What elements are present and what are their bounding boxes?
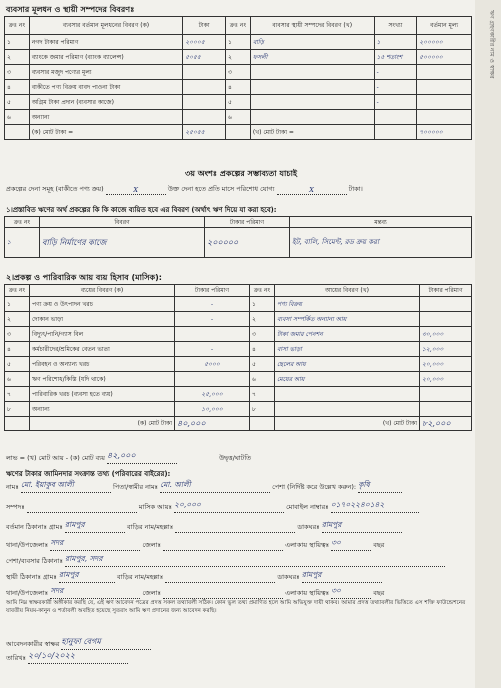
total-expense: ৪০,০০০	[175, 417, 250, 431]
table-row: ৫ পরিবহন ও অন্যান্য খরচ ৫০০০ ৫ ছেলের আয় ২০,০০০	[5, 357, 472, 372]
col-asset-qty: সংখ্যা	[374, 17, 417, 35]
table-row: ৭ পারিবারিক খরচ (ব্যবসা হতে ব্যয়) ২৫,০০০ ৭	[5, 387, 472, 402]
col-asset-val: বর্তমান মূল্য	[417, 17, 472, 35]
table-row: ২ দোকান ভাড়া - ২ ব্যবসা সম্পর্কিত অন্যান্য আয়	[5, 312, 472, 327]
guarantor-work-address-line: পেশা/ব্যবসার ঠিকানাঃ রামপুর, সদর	[6, 554, 445, 567]
liabilities-line: প্রকল্পের দেনা সমূহ (বাকীতে পণ্য ক্রয়) X উক্ত দেনা হতে প্রতি মাসে পরিশোধ যোগ্য X টাকা।	[6, 185, 363, 194]
section2-title: ২।প্রকল্প ও পারিবারিক আয় ব্যয় হিসাব (মাসিক):	[6, 273, 162, 282]
table-row: ৩ ব্যবসার মজুদ পণ্যের মূল্য ৩ -	[5, 65, 472, 80]
table-row: ৬ ঋণ পরিশোধ/কিস্তি (যদি থাকে) ৬ মেয়ের আয় ২০,০০০	[5, 372, 472, 387]
totals-row: (ক) মোট টাকা = ২৫০৫৫ (খ) মোট টাকা = ৭০০০০০	[5, 125, 472, 140]
guarantor-asset-line: সম্পদঃ মাসিক আয়ঃ ২০,০০০ মোবাইল নাম্বারঃ ০১৭০২২৪০১৪২	[6, 500, 419, 513]
col-capital-desc: ব্যবসার বর্তমান মূলধনের বিবরণ (ক)	[29, 17, 182, 35]
total-capital: ২৫০৫৫	[183, 125, 226, 140]
liabilities-value[interactable]: X	[106, 186, 166, 195]
present-po[interactable]: রামপুর	[322, 520, 402, 533]
present-house[interactable]	[175, 532, 295, 533]
col-capital-amt: টাকা	[183, 17, 226, 35]
purpose-title: ১।প্রস্তাবিত ঋণের অর্থ প্রকল্পের কি কি কাজে ব্যয়িত হবে এর বিবরণ (অর্থাৎ ঋণ দিয়ে যা করা হবে):	[6, 206, 277, 214]
side-strip-text: ঋণ গ্রহণকারীর নাম ও স্বাক্ষর	[488, 10, 495, 79]
perm-village[interactable]: রামপুর	[59, 570, 115, 583]
table-row: ১ পণ্য ক্রয় ও উৎপাদন খরচ - ১ পণ্য বিক্রয়	[5, 297, 472, 312]
table-row: ১ বাড়ি নির্মাণের কাজে ২০০০০০ ইট, বালি, সিমেন্ট, রড ক্রয় করা	[5, 228, 472, 258]
perm-house[interactable]	[165, 582, 275, 583]
capital-table	[4, 16, 472, 140]
application-date[interactable]: ২০/১০/২০২২	[28, 650, 128, 664]
guarantor-occupation[interactable]: কৃষি	[358, 480, 402, 493]
table-row: ৬ অন্যান্য ৬	[5, 110, 472, 125]
present-duration[interactable]: ৩০	[331, 538, 371, 551]
total-assets: ৭০০০০০	[417, 125, 472, 140]
section1-title: ব্যবসার মূলধন ও স্থায়ী সম্পদের বিবরণঃ	[6, 5, 135, 14]
col-asset-desc: ব্যবসার স্থায়ী সম্পদের বিবরণ (খ)	[250, 17, 374, 35]
work-address[interactable]: রামপুর, সদর	[65, 554, 445, 567]
declaration-text: আমি নিম্ন স্বাক্ষরকারী অঙ্গীকার করছি যে, এই ঋণ আবেদন পত্রের প্রদত্ত সকল তথ্যাবলী সঠিক। কোন ভুল তথ্য প্রমাণিত হলে আমি অভিযুক্ত দায়ী থাকব। আমার প্রদত্ত তথ্যাবলীর ভিত্তিতে এস শক্তি ফাউন্ডেশনের যাবতীয় নিয়ম-কানুন ও শর্তাবলী অবহিত হয়েছে সুতরাং আমি ঋণ প্রদানের জন্য আবেদন করছি।	[6, 600, 466, 614]
present-district[interactable]	[163, 550, 283, 551]
income-expense-table: ক্রঃ নং ব্যয়ের বিবরণ (ক) টাকার পরিমাণ ক্রঃ নং আয়ের বিবরণ (খ) টাকার পরিমাণ ১ পণ্য ক্রয় ও উৎপাদন খরচ - ১ পণ্য বিক্রয় ২ দোকান ভাড়া - ২ ব্যবসা সম্পর্কিত অন্যান্য আয় ৩ বিদ্যুৎ/পানি/গ্যাস বিল ৩ টাকা জমার পেনশন ৩০,০০০ ৪ কর্মচারীদের/শ্রমিকের বেতন ভাতা - ৪ বাসা ভাড়া ১২,০০০ ৫ পরিবহন ও অন্যান্য খরচ ৫০০০ ৫ ছেলের আয় ২০,০০০ ৬ ঋণ পরিশোধ/কিস্তি (যদি থাকে) ৬ মেয়ের আয় ২০,০০০ ৭ পারিবারিক খরচ (ব্যবসা হতে ব্যয়) ২৫,০০০ ৭ ৮ অন্যান্য ১০,০০০ ৮ (ক) মোট টাকা ৪০,০০০ (খ) মোট টাকা ৮২,০০০	[4, 284, 472, 431]
profit-value[interactable]: ৪২,০০০	[107, 450, 177, 464]
table-row: ৪ বাকীতে পণ্য বিক্রয় বাবদ পাওনা টাকা ৪ -	[5, 80, 472, 95]
guarantor-name-line: নামঃ মো. ইয়াকুব আলী পিতা/স্বামীর নামঃ মো. আলী পেশা (নির্দিষ্ট করে উল্লেখ করুন): কৃষি	[6, 480, 402, 493]
guarantor-father[interactable]: মো. আলী	[160, 480, 270, 493]
perm-district[interactable]	[163, 598, 283, 599]
table-row: ২ ব্যাংকে জমার পরিমাণ (ব্যাংক ব্যালেন্স) ৫০৫৫ ২ ফসলী ১৫ শতাংশ ৫০০০০০	[5, 50, 472, 65]
guarantor-upazila-line: থানা/উপজেলাঃ সদর জেলাঃ এলাকায় স্থায়িত্বঃ ৩০ বছর	[6, 538, 385, 549]
guarantor-perm-address-line: স্থায়ী ঠিকানাঃ গ্রামঃ রামপুর বাড়ির নাম/মহল্লাঃ ডাকঘরঃ রামপুর	[6, 570, 382, 583]
perm-upazila[interactable]: সদর	[50, 586, 140, 599]
guarantor-asset[interactable]	[27, 512, 137, 513]
guarantor-present-address-line: বর্তমান ঠিকানাঃ গ্রামঃ রামপুর বাড়ির নাম/মহল্লাঃ ডাকঘরঃ রামপুর	[6, 520, 402, 533]
present-village[interactable]: রামপুর	[65, 520, 125, 533]
guarantor-mobile[interactable]: ০১৭০২২৪০১৪২	[331, 500, 419, 513]
table-row: ৩ বিদ্যুৎ/পানি/গ্যাস বিল ৩ টাকা জমার পেনশন ৩০,০০০	[5, 327, 472, 342]
signature-line: আবেদনকারীর স্বাক্ষর হানুফা বেগম	[6, 636, 151, 650]
present-upazila[interactable]: সদর	[50, 538, 140, 551]
table-row: ১ নগদ টাকার পরিমাণ ২০০০৫ ১ বাড়ি ১ ২০০০০০	[5, 35, 472, 50]
guarantor-title: ঋণের টাকার জামিনদার সংক্রান্ত তথ্য (পরিবারের বাইরের):	[6, 470, 171, 478]
guarantor-perm-upazila-line: থানা/উপজেলাঃ সদর জেলাঃ এলাকায় স্থায়িত্বঃ ৩০ বছর	[6, 586, 385, 597]
total-income: ৮২,০০০	[420, 417, 472, 431]
table-row: ৪ কর্মচারীদের/শ্রমিকের বেতন ভাতা - ৪ বাসা ভাড়া ১২,০০০	[5, 342, 472, 357]
col-serial: ক্রঃ নং	[5, 17, 30, 35]
section3-title: ৩য় অংশঃ প্রকল্পের সম্ভাব্যতা যাচাই	[185, 169, 298, 178]
monthly-payable-value[interactable]: X	[277, 186, 347, 195]
guarantor-income[interactable]: ২০,০০০	[174, 500, 284, 513]
side-strip	[475, 0, 501, 688]
perm-po[interactable]: রামপুর	[302, 570, 382, 583]
profit-line: লাভ = (খ) মোট আয় - (ক) মোট ব্যয় ৪২,০০০ উদ্বৃত্ত/ঘাটতি	[6, 451, 252, 462]
date-line: তারিখঃ ২০/১০/২০২২	[6, 650, 128, 664]
totals-row: (ক) মোট টাকা ৪০,০০০ (খ) মোট টাকা ৮২,০০০	[5, 417, 472, 431]
applicant-signature[interactable]: হানুফা বেগম	[61, 636, 151, 650]
perm-duration[interactable]: ৩০	[331, 586, 371, 599]
guarantor-name[interactable]: মো. ইয়াকুব আলী	[21, 480, 111, 493]
table-row: ৮ অন্যান্য ১০,০০০ ৮	[5, 402, 472, 417]
table-row: ৫ অগ্রিম টাকা প্রদান (ব্যবসার কাজে) ৫ -	[5, 95, 472, 110]
loan-purpose-table: ক্রঃ নং বিবরণ টাকার পরিমাণ মন্তব্য ১ বাড়ি নির্মাণের কাজে ২০০০০০ ইট, বালি, সিমেন্ট, রড ক্রয় করা	[4, 216, 472, 258]
col-serial2: ক্রঃ নং	[225, 17, 250, 35]
